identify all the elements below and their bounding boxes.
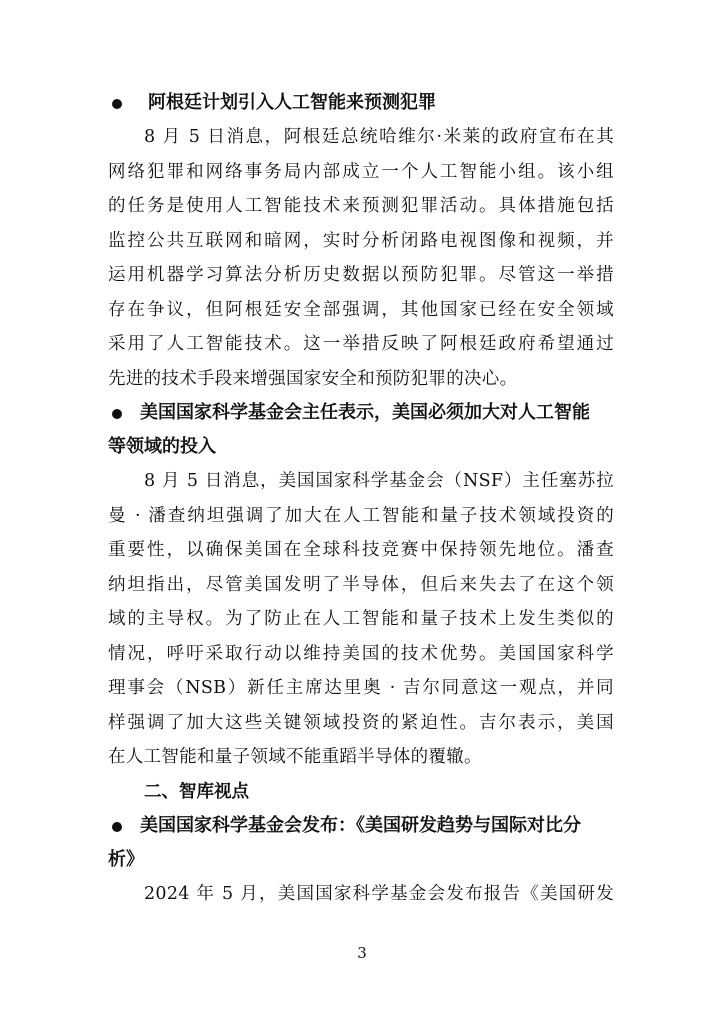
heading-text-line2: 析》 <box>108 848 144 870</box>
paragraph-line: 8 月 5 日消息，美国国家科学基金会（NSF）主任塞苏拉 <box>144 471 614 491</box>
news-heading-argentina <box>108 86 614 120</box>
paragraph-line: 2024 年 5 月，美国国家科学基金会发布报告《美国研发 <box>144 883 614 904</box>
paragraph-line: 在人工智能和量子领域不能重蹈半导体的覆辙。 <box>108 747 482 767</box>
paragraph-line: 域的主导权。为了防止在人工智能和量子技术上发生类似的 <box>108 609 614 629</box>
heading-text: 阿根廷计划引入人工智能来预测犯罪 <box>148 92 436 113</box>
heading-text-line2: 等领域的投入 <box>108 436 216 457</box>
paragraph-line: 监控公共互联网和暗网，实时分析闭路电视图像和视频，并 <box>108 230 614 251</box>
bullet-icon <box>112 822 122 832</box>
news-heading-nsf-report-continued <box>108 843 614 877</box>
bullet-icon <box>112 409 122 419</box>
paragraph-line: 8 月 5 日消息，阿根廷总统哈维尔·米莱的政府宣布在其 <box>144 127 614 147</box>
paragraph-line: 采用了人工智能技术。这一举措反映了阿根廷政府希望通过 <box>108 334 614 354</box>
paragraph-line: 曼 · 潘查纳坦强调了加大在人工智能和量子技术领域投资的 <box>108 505 614 526</box>
news-heading-nsf-report <box>108 809 614 843</box>
news-paragraph-nsf <box>108 464 614 775</box>
paragraph-line: 样强调了加大这些关键领域投资的紧迫性。吉尔表示，美国 <box>108 712 614 733</box>
paragraph-line: 存在争议，但阿根廷安全部强调，其他国家已经在安全领域 <box>108 299 614 320</box>
news-heading-nsf <box>108 396 614 430</box>
paragraph-line: 运用机器学习算法分析历史数据以预防犯罪。尽管这一举措 <box>108 265 614 285</box>
paragraph-line: 重要性，以确保美国在全球科技竞赛中保持领先地位。潘查 <box>108 540 614 560</box>
news-paragraph-argentina <box>108 120 614 396</box>
section-title: 二、智库视点 <box>144 781 249 802</box>
paragraph-line: 先进的技术手段来增强国家安全和预防犯罪的决心。 <box>108 368 518 389</box>
page-number: 3 <box>357 944 367 962</box>
news-paragraph-nsf-report <box>108 877 614 912</box>
paragraph-line: 理事会（NSB）新任主席达里奥 · 吉尔同意这一观点，并同 <box>108 678 614 698</box>
bullet-icon <box>112 99 122 109</box>
paragraph-line: 网络犯罪和网络事务局内部成立一个人工智能小组。该小组 <box>108 161 614 182</box>
heading-text-line1: 美国国家科学基金会主任表示，美国必须加大对人工智能 <box>140 402 590 423</box>
news-heading-nsf-continued <box>108 430 614 464</box>
paragraph-line: 纳坦指出，尽管美国发明了半导体，但后来失去了在这个领 <box>108 574 614 595</box>
paragraph-line: 的任务是使用人工智能技术来预测犯罪活动。具体措施包括 <box>108 196 614 216</box>
page-content <box>108 86 614 911</box>
paragraph-line: 情况，呼吁采取行动以维持美国的技术优势。美国国家科学 <box>108 643 614 664</box>
heading-text-line1: 美国国家科学基金会发布：《美国研发趋势与国际对比分 <box>140 814 581 836</box>
